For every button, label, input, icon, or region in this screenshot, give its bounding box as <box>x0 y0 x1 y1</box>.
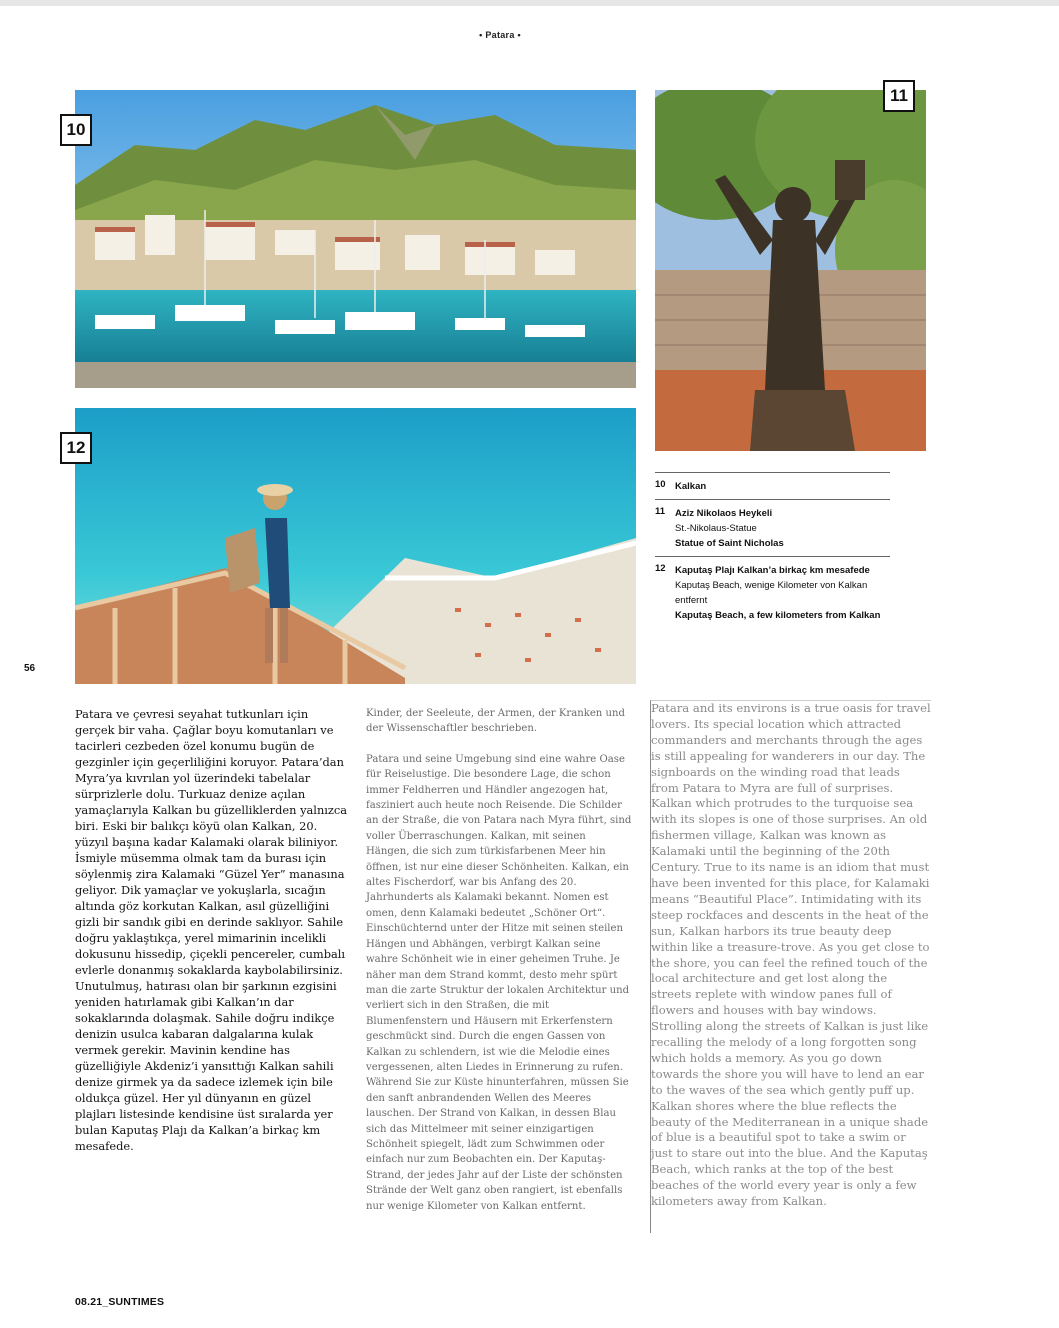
caption-line: Kalkan <box>675 481 707 492</box>
issue-footer: 08.21_SUNTIMES <box>75 1296 165 1308</box>
top-border <box>0 0 1059 6</box>
caption-line: St.-Nikolaus-Statue <box>675 523 757 534</box>
section-header: • Patara • <box>479 30 521 40</box>
caption-line: Kaputaş Beach, wenige Kilometer von Kalkan entfernt <box>675 580 868 606</box>
caption-11 <box>655 499 890 556</box>
photo-number-10: 10 <box>60 114 92 146</box>
caption-line: Statue of Saint Nicholas <box>675 538 784 549</box>
article-text-english: Patara and its environs is a true oasis for travel lovers. Its special location which attracted commanders and merchants through the ages is still appealing for wanderers in our day. The signboards on the winding road that leads from Patara to Myra are full of surprises. Kalkan which protrudes to the turquoise sea with its slopes is one of those surprises. An old fishermen village, Kalkan was known as Kalamaki until the beginning of the 20th Century. True to its name is an idiom that must have been invented for this place, for Kalamaki means “Beautiful Place”. Intimidating with its steep rockfaces and descents in the heat of the sun, Kalkan harbors its true beauty deep within like a treasure-trove. As you get close to the shore, you can feel the refined touch of the local architecture and get lost along the streets replete with window panes full of flowers and houses with bay windows. Strolling along the streets of Kalkan is just like recalling the melody of a long forgotten song which holds a memory. As you go down towards the shore you will have to lend an ear to the waves of the sea which gently puff up. Kalkan shores where the blue reflects the beauty of the Mediterranean in a unique shade of blue is a beautiful spot to take a swim or just to stare out into the blue. And the Kaputaş Beach, which ranks at the top of the best beaches of the world every year is only a few kilometers away from Kalkan. <box>651 701 931 1209</box>
caption-line: Aziz Nikolaos Heykeli <box>675 508 773 519</box>
caption-number: 11 <box>655 506 666 517</box>
caption-number: 10 <box>655 479 666 490</box>
caption-line: Kaputaş Beach, a few kilometers from Kalkan <box>675 610 881 621</box>
caption-12 <box>655 556 890 628</box>
caption-10 <box>655 472 890 499</box>
article-text-german-intro: Kinder, der Seeleute, der Armen, der Kranken und der Wissenschaftler beschrieben. <box>366 708 625 735</box>
caption-line: Kaputaş Plajı Kalkan’a birkaç km mesafede <box>675 565 870 576</box>
photo-kalkan-harbour <box>75 90 636 388</box>
page-number: 56 <box>24 663 36 674</box>
photo-saint-nicholas-statue <box>655 90 926 451</box>
article-column-english <box>650 700 931 1233</box>
photo-number-11: 11 <box>883 80 915 112</box>
article-text-german: Patara und seine Umgebung sind eine wahre Oase für Reiselustige. Die besondere Lage, die schon immer Feldherren und Händler angezogen hat, fasziniert auch heute noch Reisende. Die Schilder an der Straße, die von Patara nach Myra führt, sind voller Überraschungen. Kalkan, mit seinen Hängen, die sich zum türkisfarbenen Meer hin öffnen, ist nur eine dieser Schönheiten. Kalkan, ein altes Fischerdorf, war bis Anfang des 20. Jahrhunderts als Kalamaki bekannt. Nomen est omen, denn Kalamaki bedeutet „Schöner Ort“. Einschüchternd unter der Hitze mit seinen steilen Hängen und Abhängen, verbirgt Kalkan seine wahre Schönheit wie in einer geheimen Truhe. Je näher man dem Strand kommt, desto mehr spürt man die zarte Struktur der lokalen Architektur und verliert sich in den Straßen, die mit Blumenfenstern und Häusern mit Erkerfenstern geschmückt sind. Durch die engen Gassen von Kalkan zu schlendern, ist wie die Melodie eines vergessenen, alten Liedes in Erinnerung zu rufen. Während Sie zur Küste hinunterfahren, müssen Sie den sanft anbrandenden Wellen des Meeres lauschen. Der Strand von Kalkan, in dessen Blau sich das Mittelmeer mit seiner einzigartigen Schönheit spiegelt, lädt zum Schwimmen oder einfach nur zum Beobachten ein. Der Kaputaş-Strand, der jedes Jahr auf der Liste der schönsten Strände der Welt ganz oben rangiert, ist ebenfalls nur wenige Kilometer von Kalkan entfernt. <box>366 753 632 1212</box>
photo-kaputas-beach <box>75 408 636 684</box>
article-column-turkish <box>75 706 350 1154</box>
article-text-turkish: Patara ve çevresi seyahat tutkunları için gerçek bir vaha. Çağlar boyu komutanları ve tacirleri cezbeden özel konumu bugün de gezginler için geçerliliğini koruyor. Patara’dan Myra’ya kıvrılan yol üzerindeki tabelalar sürprizlerle dolu. Turkuaz denize açılan yamaçlarıyla Kalkan bu güzelliklerden yalnızca biri. Eski bir balıkçı köyü olan Kalkan, 20. yüzyıl başına kadar Kalamaki olarak biliniyor. İsmiyle müsemma olmak tam da burası için söylenmiş zira Kalamaki “Güzel Yer” manasına geliyor. Dik yamaçlar ve yokuşlarla, sıcağın altında göz korkutan Kalkan, asıl güzelliğini gizli bir sandık gibi en derinde saklıyor. Sahile doğru yaklaştıkça, yerel mimarinin incelikli dokusunu hissedip, çiçekli pencereler, cumbalı evlerle donanmış sokaklarda kaybolabilirsiniz. Unutulmuş, hatırası olan bir şarkının ezgisini yeniden hatırlamak gibi Kalkan’ın dar sokaklarında dolaşmak. Sahile doğru indikçe denizin usulca kabaran dalgalarına kulak vermek gerekir. Mavinin kendine has güzelliğiyle Akdeniz’i yansıttığı Kalkan sahili denize girmek ya da sadece izlemek için bile oldukça güzel. Her yıl dünyanın en güzel plajları listesinde kendisine üst sıralarda yer bulan Kaputaş Plajı da Kalkan’a birkaç km mesafede. <box>75 707 348 1153</box>
article-column-german <box>366 706 632 1214</box>
caption-number: 12 <box>655 563 666 574</box>
photo-number-12: 12 <box>60 432 92 464</box>
photo-captions <box>655 472 890 628</box>
